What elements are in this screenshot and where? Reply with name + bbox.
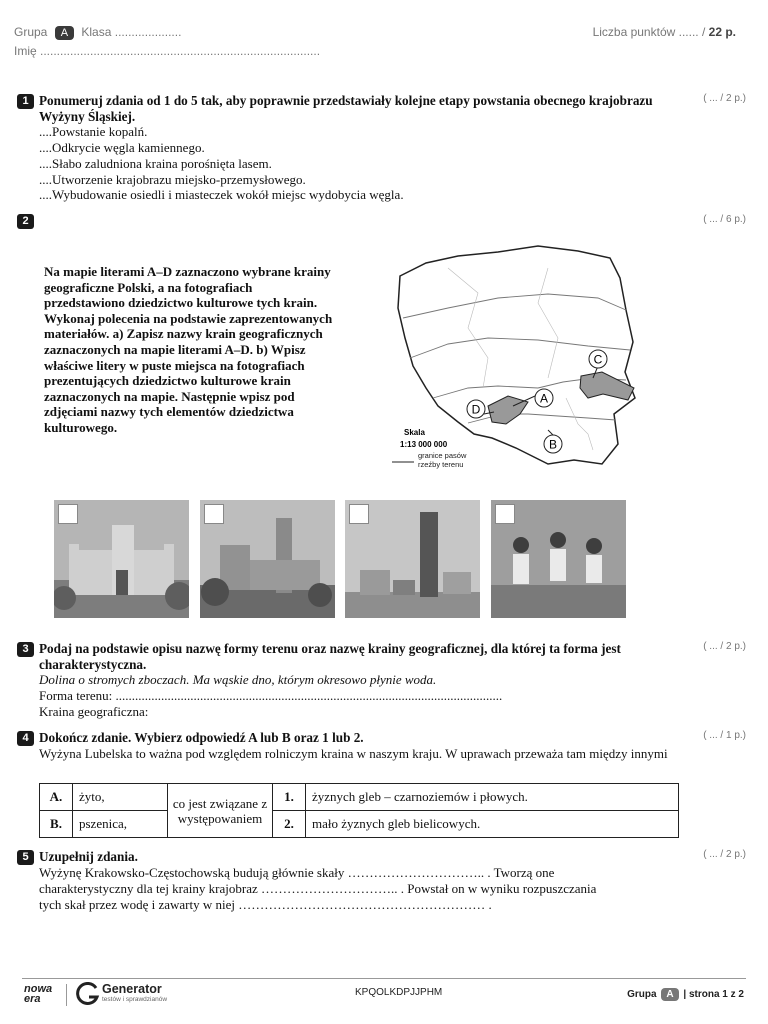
option-1[interactable]: żyznych gleb – czarnoziemów i płowych. <box>306 784 679 811</box>
map-label-a: A <box>539 391 549 406</box>
option-b-letter: B. <box>40 811 73 838</box>
option-a[interactable]: żyto, <box>73 784 168 811</box>
option-2[interactable]: mało żyznych gleb bielicowych. <box>306 811 679 838</box>
photo-mine-tower <box>345 500 480 618</box>
generator-brand: Generator <box>102 982 162 996</box>
map-label-d: D <box>471 402 481 417</box>
question-3-title: Podaj na podstawie opisu nazwę formy terenu oraz nazwę krainy geograficznej, dla której ta forma jest charakterystyczna. <box>39 641 621 672</box>
photo-3-letter-box[interactable] <box>349 504 369 524</box>
points-value: 22 p. <box>708 25 736 39</box>
group-badge: A <box>55 26 74 40</box>
name-field: Imię .................................................................................... <box>14 44 321 58</box>
question-2-instructions: Na mapie literami A–D zaznaczono wybrane krainy geograficzne Polski, a na fotografiach przedstawiono dziedzictwo kulturowe tych krain. Wykonaj polecenia na podstawie zaprezentowanych materiałów. a) Zapisz nazwy krain geograficznych zaznaczonych na mapie literami A–D. b) Wpisz właściwe litery w puste miejsca na fotografiach prezentujących dziedzictwo kulturowe krain zaznaczonych na mapie. Następnie wpisz pod zdjęciami nazwy tych elementów dziedzictwa kulturowego. <box>44 264 333 435</box>
photo-2-letter-box[interactable] <box>204 504 224 524</box>
question-1-points: ( ... / 2 p.) <box>703 93 746 104</box>
class-field: Klasa .................... <box>81 25 182 39</box>
q1-item-5: ....Wybudowanie osiedli i miasteczek wokół miejsc wydobycia węgla. <box>39 187 404 202</box>
map-scale-value: 1:13 000 000 <box>400 440 448 449</box>
q5-line-2[interactable]: charakterystyczny dla tej krainy krajobraz ………………………….. . Powstał on w wyniku rozpuszczania <box>39 881 597 896</box>
q3-landform-field[interactable]: Forma terenu: ....................................................................................................................... <box>39 688 503 703</box>
photo-ruins <box>200 500 335 618</box>
map-scale-label: Skala <box>404 428 425 437</box>
footer-page-info <box>627 988 744 1001</box>
footer-logo-divider <box>66 984 67 1006</box>
q3-description: Dolina o stromych zboczach. Ma wąskie dno, którym okresowo płynie woda. <box>39 672 437 687</box>
question-2-points: ( ... / 6 p.) <box>703 214 746 225</box>
points-label: Liczba punktów ...... / <box>592 25 706 39</box>
footer-divider <box>22 978 746 979</box>
option-2-number: 2. <box>273 811 306 838</box>
q1-item-3: ....Słabo zaludniona kraina porośnięta lasem. <box>39 156 272 171</box>
option-a-letter: A. <box>40 784 73 811</box>
generator-brand-sub: testów i sprawdzianów <box>102 996 168 1003</box>
map-label-b: B <box>548 437 558 452</box>
map-label-c: C <box>593 352 603 367</box>
question-1-number: 1 <box>17 94 34 109</box>
question-5-number: 5 <box>17 850 34 865</box>
q1-item-4: ....Utworzenie krajobrazu miejsko-przemysłowego. <box>39 172 306 187</box>
question-5-points: ( ... / 2 p.) <box>703 849 746 860</box>
group-label: Grupa <box>14 25 48 39</box>
question-1-title: Ponumeruj zdania od 1 do 5 tak, aby poprawnie przedstawiały kolejne etapy powstania obecnego krajobrazu Wyżyny Śląskiej. <box>39 93 653 124</box>
option-1-number: 1. <box>273 784 306 811</box>
q4-middle-text: co jest związane z występowaniem <box>168 784 273 838</box>
photo-4-letter-box[interactable] <box>495 504 515 524</box>
q1-item-2: ....Odkrycie węgla kamiennego. <box>39 140 205 155</box>
poland-map <box>388 238 646 478</box>
question-4-title: Dokończ zdanie. Wybierz odpowiedź A lub B oraz 1 lub 2. <box>39 730 364 745</box>
question-2-number: 2 <box>17 214 34 229</box>
footer-group-badge: A <box>661 988 678 1001</box>
photo-1-letter-box[interactable] <box>58 504 78 524</box>
q5-line-3[interactable]: tych skał przez wodę i zawarty w niej ………………………………………………… . <box>39 897 492 912</box>
question-4-points: ( ... / 1 p.) <box>703 730 746 741</box>
generator-logo-icon <box>76 982 100 1006</box>
photo-castle <box>54 500 189 618</box>
points-total <box>593 25 736 39</box>
map-legend: granice pasów rzeźby terenu <box>418 451 467 469</box>
footer-page-number: | strona 1 z 2 <box>683 989 744 1000</box>
document-code: KPQOLKDPJJPHM <box>355 987 443 998</box>
question-5-title: Uzupełnij zdania. <box>39 849 138 864</box>
question-3-points: ( ... / 2 p.) <box>703 641 746 652</box>
question-3-number: 3 <box>17 642 34 657</box>
q5-line-1[interactable]: Wyżynę Krakowsko-Częstochowską budują głównie skały ………………………….. . Tworzą one <box>39 865 555 880</box>
q1-item-1: ....Powstanie kopalń. <box>39 124 148 139</box>
nowa-era-logo: nowa era <box>24 983 53 1005</box>
header-group <box>14 25 181 40</box>
footer-group-label: Grupa <box>627 989 657 1000</box>
q3-region-field[interactable]: Kraina geograficzna: <box>39 704 149 719</box>
photo-folk-dancers <box>491 500 626 618</box>
option-b[interactable]: pszenica, <box>73 811 168 838</box>
question-4-number: 4 <box>17 731 34 746</box>
q4-options-table <box>39 783 679 838</box>
q4-text: Wyżyna Lubelska to ważna pod względem rolniczym kraina w naszym kraju. W uprawach przeważa tam między innymi <box>39 746 668 761</box>
